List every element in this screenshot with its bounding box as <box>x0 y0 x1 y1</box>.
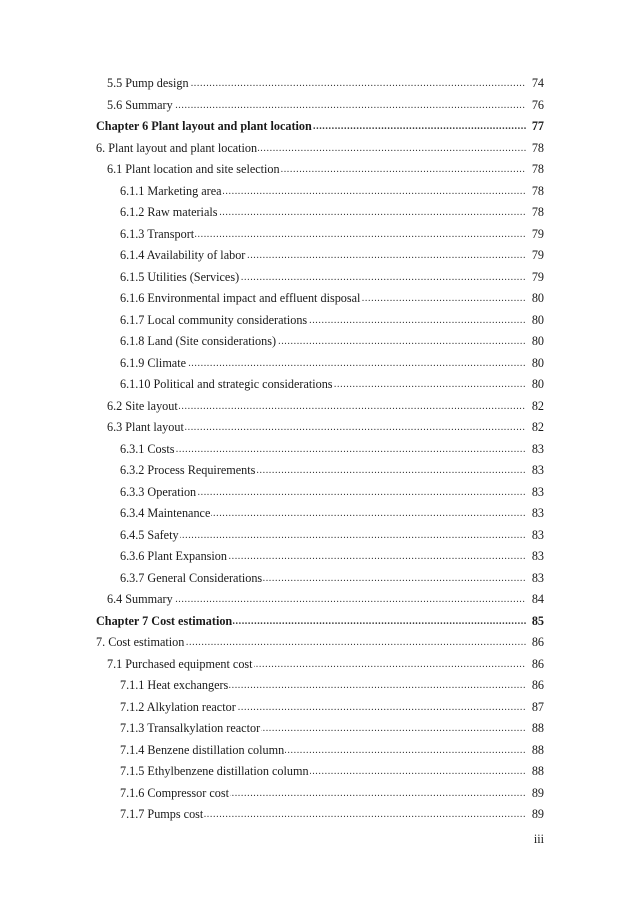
toc-entry-label: 7.1.1 Heat exchangers <box>120 675 229 697</box>
toc-entry-label: Chapter 6 Plant layout and plant location <box>96 116 313 138</box>
toc-entry-page: 83 <box>526 460 544 482</box>
toc-entry[interactable] <box>0 396 638 418</box>
toc-entry-page: 80 <box>526 288 544 310</box>
toc-entry-page: 80 <box>526 310 544 332</box>
toc-entry[interactable] <box>0 783 638 805</box>
toc-entry-page: 82 <box>526 417 544 439</box>
toc-entry-label: 6.3.2 Process Requirements <box>120 460 256 482</box>
toc-entry-page: 79 <box>526 245 544 267</box>
toc-entry-label: 6.3.6 Plant Expansion <box>120 546 228 568</box>
toc-entry-label: Chapter 7 Cost estimation <box>96 611 233 633</box>
toc-entry-page: 83 <box>526 525 544 547</box>
toc-entry-label: 6.3.1 Costs <box>120 439 176 461</box>
toc-entry-label: 6.3 Plant layout <box>107 417 185 439</box>
toc-entry[interactable] <box>0 589 638 611</box>
toc-entry-page: 83 <box>526 546 544 568</box>
toc-entry-page: 87 <box>526 697 544 719</box>
toc-entry-label: 5.6 Summary <box>107 95 174 117</box>
toc-entry[interactable] <box>0 804 638 826</box>
page-number: iii <box>533 832 544 846</box>
toc-entry-label: 6.3.7 General Considerations <box>120 568 263 590</box>
toc-entry-label: 6.1.9 Climate <box>120 353 187 375</box>
toc-entry-page: 77 <box>526 116 544 138</box>
toc-entry-label: 7. Cost estimation <box>96 632 185 654</box>
toc-entry[interactable] <box>0 73 638 95</box>
toc-entry-label: 6.1.5 Utilities (Services) <box>120 267 240 289</box>
toc-entry-page: 88 <box>526 718 544 740</box>
toc-entry-page: 79 <box>526 224 544 246</box>
toc-entry-label: 7.1.2 Alkylation reactor <box>120 697 237 719</box>
toc-entry-page: 83 <box>526 503 544 525</box>
toc-entry[interactable] <box>0 353 638 375</box>
toc-entry-label: 6.2 Site layout <box>107 396 179 418</box>
table-of-contents <box>0 73 638 826</box>
toc-entry-label: 6.1.6 Environmental impact and effluent disposal <box>120 288 361 310</box>
toc-entry-page: 78 <box>526 181 544 203</box>
toc-entry[interactable] <box>0 138 638 160</box>
toc-entry-page: 85 <box>526 611 544 633</box>
toc-entry-label: 6.3.4 Maintenance <box>120 503 211 525</box>
toc-entry-label: 6.4.5 Safety <box>120 525 180 547</box>
toc-entry-page: 83 <box>526 482 544 504</box>
toc-entry[interactable] <box>0 267 638 289</box>
toc-entry-label: 6.1.3 Transport <box>120 224 195 246</box>
toc-entry-page: 86 <box>526 675 544 697</box>
toc-entry[interactable] <box>0 460 638 482</box>
toc-entry[interactable] <box>0 718 638 740</box>
toc-entry-label: 6.1.10 Political and strategic considerations <box>120 374 334 396</box>
toc-entry[interactable] <box>0 310 638 332</box>
toc-entry[interactable] <box>0 288 638 310</box>
toc-entry-label: 6.1 Plant location and site selection <box>107 159 281 181</box>
toc-entry[interactable] <box>0 224 638 246</box>
toc-entry-page: 78 <box>526 159 544 181</box>
toc-entry[interactable] <box>0 417 638 439</box>
toc-entry-page: 74 <box>526 73 544 95</box>
toc-entry-label: 6.3.3 Operation <box>120 482 197 504</box>
toc-entry-label: 6.4 Summary <box>107 589 174 611</box>
dot-leader <box>120 439 526 461</box>
toc-entry-label: 7.1.4 Benzene distillation column <box>120 740 285 762</box>
toc-entry[interactable] <box>0 568 638 590</box>
toc-entry-page: 89 <box>526 783 544 805</box>
toc-entry[interactable] <box>0 675 638 697</box>
toc-entry[interactable] <box>0 525 638 547</box>
toc-entry[interactable] <box>0 95 638 117</box>
toc-entry[interactable] <box>0 181 638 203</box>
toc-entry-label: 6.1.4 Availability of labor <box>120 245 246 267</box>
toc-entry-page: 86 <box>526 632 544 654</box>
toc-entry[interactable] <box>0 202 638 224</box>
toc-entry[interactable] <box>0 546 638 568</box>
toc-entry-label: 6.1.2 Raw materials <box>120 202 218 224</box>
toc-entry-label: 7.1.6 Compressor cost <box>120 783 230 805</box>
toc-entry-page: 78 <box>526 138 544 160</box>
toc-entry-page: 80 <box>526 331 544 353</box>
toc-entry[interactable] <box>0 439 638 461</box>
toc-entry-label: 7.1 Purchased equipment cost <box>107 654 254 676</box>
toc-entry-label: 6.1.8 Land (Site considerations) <box>120 331 277 353</box>
toc-entry-page: 88 <box>526 740 544 762</box>
dot-leader <box>120 525 526 547</box>
toc-entry-label: 7.1.7 Pumps cost <box>120 804 204 826</box>
toc-entry-page: 83 <box>526 439 544 461</box>
toc-entry-label: 7.1.3 Transalkylation reactor <box>120 718 261 740</box>
toc-entry[interactable] <box>0 740 638 762</box>
toc-entry-page: 83 <box>526 568 544 590</box>
toc-entry[interactable] <box>0 632 638 654</box>
toc-chapter-entry[interactable] <box>0 611 638 633</box>
toc-entry-page: 76 <box>526 95 544 117</box>
toc-entry-page: 78 <box>526 202 544 224</box>
toc-entry-page: 88 <box>526 761 544 783</box>
toc-entry[interactable] <box>0 245 638 267</box>
toc-entry[interactable] <box>0 482 638 504</box>
toc-entry-label: 7.1.5 Ethylbenzene distillation column <box>120 761 310 783</box>
toc-entry-label: 6.1.7 Local community considerations <box>120 310 308 332</box>
toc-entry-page: 84 <box>526 589 544 611</box>
toc-chapter-entry[interactable] <box>0 116 638 138</box>
toc-entry-label: 5.5 Pump design <box>107 73 190 95</box>
toc-entry[interactable] <box>0 503 638 525</box>
toc-entry-label: 6.1.1 Marketing area <box>120 181 223 203</box>
toc-entry-page: 79 <box>526 267 544 289</box>
toc-entry[interactable] <box>0 159 638 181</box>
toc-entry-page: 80 <box>526 353 544 375</box>
toc-entry[interactable] <box>0 761 638 783</box>
toc-entry[interactable] <box>0 331 638 353</box>
toc-entry[interactable] <box>0 697 638 719</box>
toc-entry-page: 86 <box>526 654 544 676</box>
toc-entry-label: 6. Plant layout and plant location <box>96 138 258 160</box>
toc-entry-page: 80 <box>526 374 544 396</box>
toc-entry-page: 89 <box>526 804 544 826</box>
toc-entry-page: 82 <box>526 396 544 418</box>
toc-entry[interactable] <box>0 374 638 396</box>
toc-entry[interactable] <box>0 654 638 676</box>
